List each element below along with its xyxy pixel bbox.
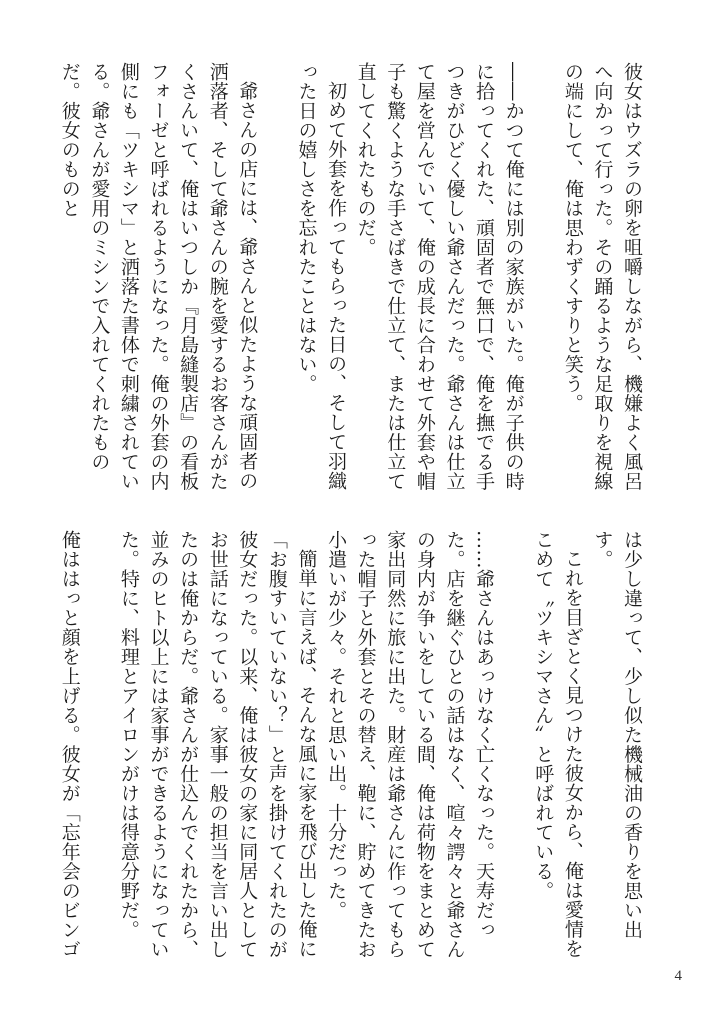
paragraph: これを目ざとく見つけた彼女から、俺は愛情をこめて〝ツキシマさん〟と呼ばれている。 bbox=[532, 530, 584, 959]
paragraph: 初めて外套を作ってもらった日の、そして羽織った日の嬉しさを忘れたことはない。 bbox=[295, 62, 348, 491]
paragraph: ――かつて俺には別の家族がいた。俺が子供の時に拾ってくれた、頑固者で無口で、俺を撫でる手つきがひどく優しい爺さんだった。爺さんは仕立て屋を営んでいて、俺の成長に合わせて外套や帽子も驚くような手さばきで仕立て、または仕立て直してくれたものだ。 bbox=[354, 62, 525, 491]
paragraph: ……爺さんはあっけなく亡くなった。天寿だった。店を継ぐひとの話はなく、喧々諤々と爺さんの身内が争いをしている間、俺は荷物をまとめて家出同然に旅に出た。財産は爺さんに作ってもらった帽子と外套とその替え、鞄に、貯めてきたお小遣いが少々。それと思い出。十分だった。 bbox=[325, 530, 496, 959]
page-number: 4 bbox=[674, 968, 682, 984]
paragraph: は少し違って、少し似た機械油の香りを思い出す。 bbox=[591, 530, 643, 940]
blank-line bbox=[498, 530, 528, 975]
paragraph: 爺さんの店には、爺さんと似たような頑固者の洒落者、そして爺さんの腕を愛するお客さんがたくさんいて、俺はいつしか『月島縫製店』の看板フォーゼと呼ばれるようになった。俺の外套の内側にも「ツキシマ」と洒落た書体で刺繍されている。爺さんが愛用のミシンで入れてくれたものだ。彼女のものと bbox=[58, 62, 259, 491]
text-block-bottom bbox=[58, 530, 646, 975]
blank-line bbox=[84, 530, 114, 975]
paragraph: 簡単に言えば、そんな風に家を飛び出した俺に「お腹すいていない？」と声を掛けてくれたのが彼女だった。以来、俺は彼女の家に同居人としてお世話になっている。家事一般の担当を言い出したのは俺からだ。爺さんが仕込んでくれたから、並みのヒト以上には家事ができるようになっていた。特に、料理とアイロンがけは得意分野だ。 bbox=[117, 530, 318, 959]
paragraph: 俺ははっと顔を上げる。彼女が「忘年会のビンゴ bbox=[58, 530, 81, 959]
text-block-top bbox=[58, 62, 646, 507]
blank-line bbox=[528, 62, 558, 507]
paragraph: 彼女はウズラの卵を咀嚼しながら、機嫌よく風呂へ向かって行った。その踊るような足取りを視線の端にして、俺は思わずくすりと笑う。 bbox=[561, 62, 643, 491]
blank-line bbox=[261, 62, 291, 507]
